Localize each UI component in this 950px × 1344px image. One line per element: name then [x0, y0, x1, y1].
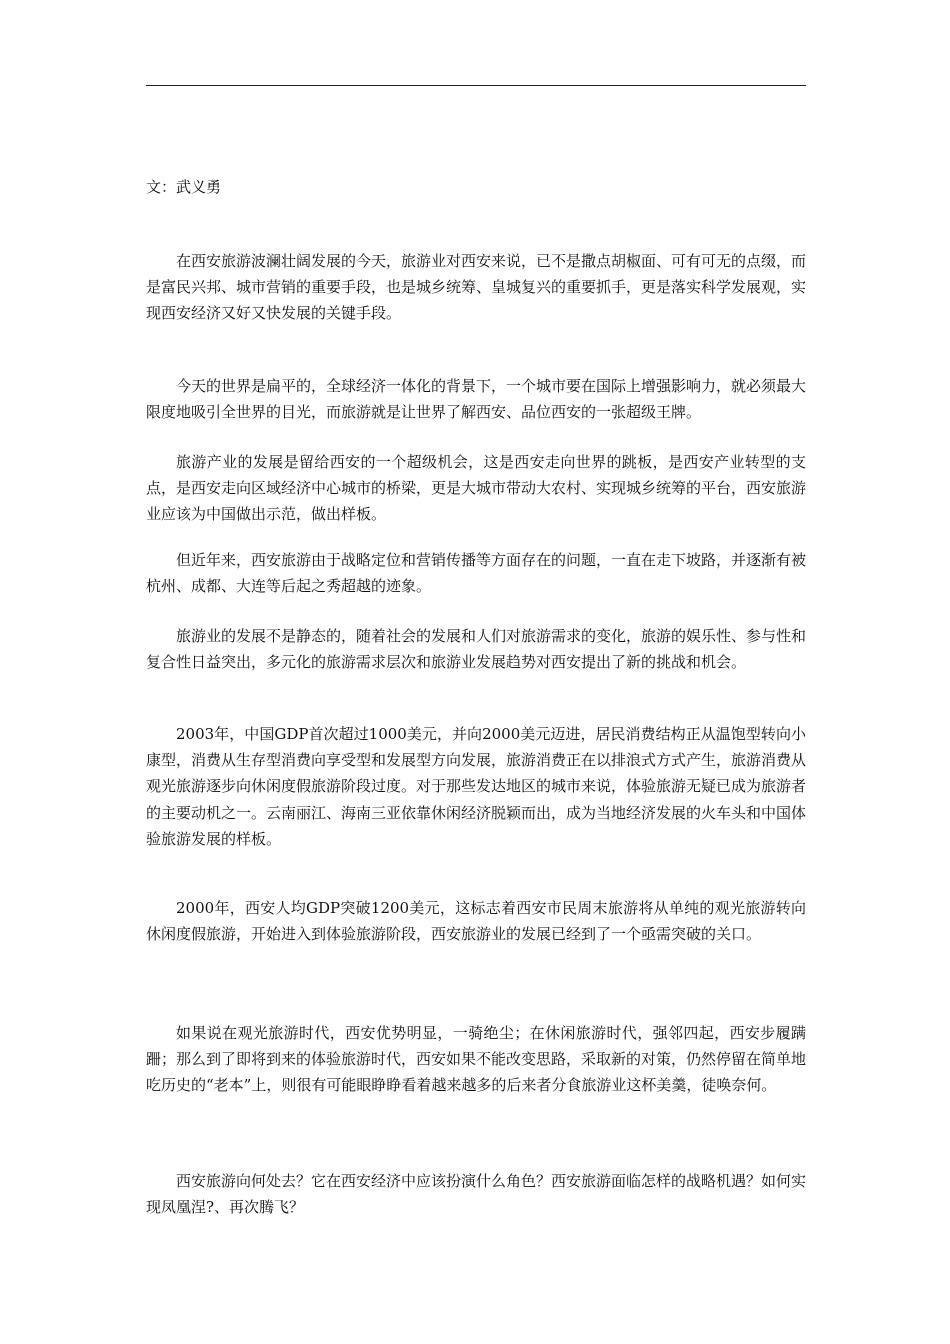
- paragraph: 2000年，西安人均GDP突破1200美元，这标志着西安市民周末旅游将从单纯的观光旅游转向休闲度假旅游，开始进入到体验旅游阶段，西安旅游业的发展已经到了一个亟需突破的关口。: [146, 899, 806, 944]
- paragraph: 2003年，中国GDP首次超过1000美元，并向2000美元迈进，居民消费结构正从温饱型转向小康型，消费从生存型消费向享受型和发展型方向发展，旅游消费正在以排浪式方式产生，旅游消费从观光旅游逐步向休闲度假旅游阶段过度。对于那些发达地区的城市来说，体验旅游无疑已成为旅游者的主要动机之一。云南丽江、海南三亚依靠休闲经济脱颖而出，成为当地经济发展的火车头和中国体验旅游发展的样板。: [146, 725, 807, 848]
- paragraph: 今天的世界是扁平的，全球经济一体化的背景下，一个城市要在国际上增强影响力，就必须最大限度地吸引全世界的目光，而旅游就是让世界了解西安、品位西安的一张超级王牌。: [146, 377, 807, 422]
- header-rule: [146, 85, 806, 86]
- paragraph: 但近年来，西安旅游由于战略定位和营销传播等方面存在的问题，一直在走下坡路，并逐渐有被杭州、成都、大连等后起之秀超越的迹象。: [146, 551, 807, 596]
- paragraph: 西安旅游向何处去？它在西安经济中应该扮演什么角色？西安旅游面临怎样的战略机遇？如何实现凤凰涅?、再次腾飞？: [146, 1172, 807, 1217]
- paragraph: 旅游业的发展不是静态的，随着社会的发展和人们对旅游需求的变化，旅游的娱乐性、参与性和复合性日益突出，多元化的旅游需求层次和旅游业发展趋势对西安提出了新的挑战和机会。: [146, 627, 807, 672]
- paragraph: 如果说在观光旅游时代，西安优势明显，一骑绝尘；在休闲旅游时代，强邻四起，西安步履蹒跚；那么到了即将到来的体验旅游时代，西安如果不能改变思路，采取新的对策，仍然停留在简单地吃历史的“老本”上，则很有可能眼睁睁看着越来越多的后来者分食旅游业这杯美羹，徒唤奈何。: [146, 1024, 807, 1095]
- paragraph: 在西安旅游波澜壮阔发展的今天，旅游业对西安来说，已不是撒点胡椒面、可有可无的点缀，而是富民兴邦、城市营销的重要手段，也是城乡统筹、皇城复兴的重要抓手，更是落实科学发展观，实现西安经济又好又快发展的关键手段。: [146, 252, 807, 323]
- paragraph: 旅游产业的发展是留给西安的一个超级机会，这是西安走向世界的跳板，是西安产业转型的支点，是西安走向区域经济中心城市的桥梁，更是大城市带动大农村、实现城乡统筹的平台，西安旅游业应该为中国做出示范，做出样板。: [146, 453, 807, 524]
- byline: 文：武义勇: [146, 178, 222, 196]
